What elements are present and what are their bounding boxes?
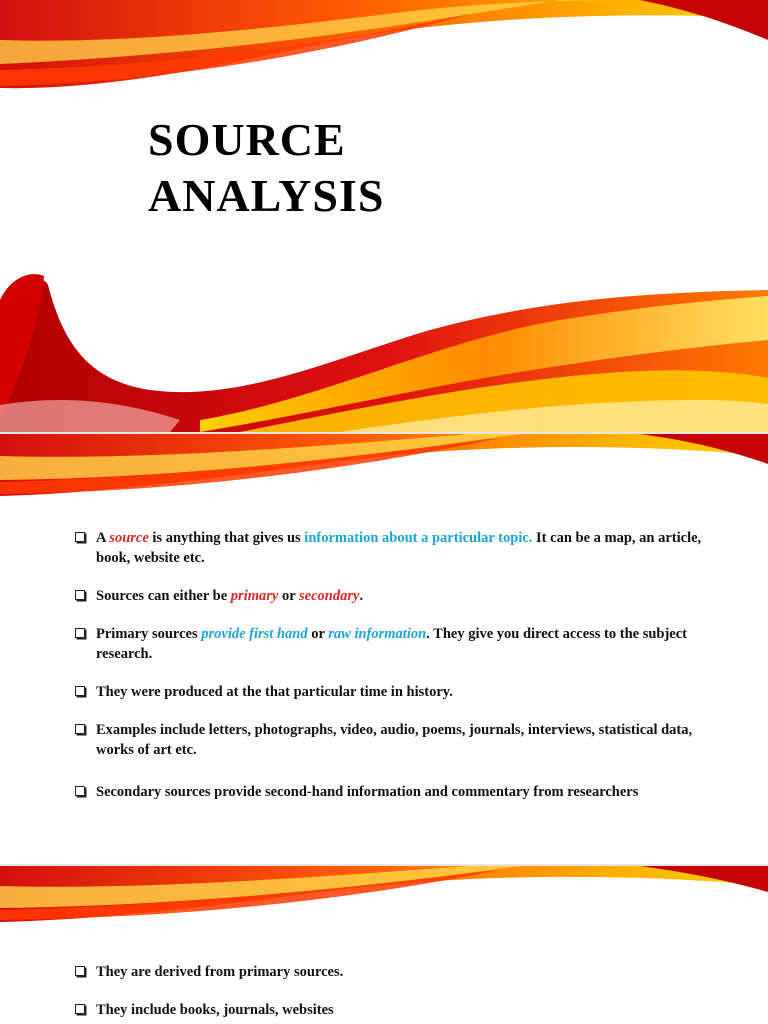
source-term: source (109, 530, 149, 546)
checkbox-bullet-icon (75, 724, 85, 734)
list-item: Secondary sources provide second-hand information and commentary from researchers (74, 782, 714, 802)
checkbox-bullet-icon (75, 532, 85, 542)
checkbox-bullet-icon (75, 628, 85, 638)
content-slide-primary (0, 434, 768, 864)
checkbox-bullet-icon (75, 590, 85, 600)
list-item: They were produced at the that particular time in history. (74, 682, 714, 702)
title-line-2: ANALYSIS (148, 170, 385, 221)
list-item: Examples include letters, photographs, video, audio, poems, journals, interviews, statistical data, works of art etc. (74, 720, 714, 760)
list-item: A source is anything that gives us information about a particular topic. It can be a map, an article, book, website etc. (74, 528, 714, 568)
top-swoosh-decoration (0, 434, 768, 514)
first-hand-term: provide first hand (201, 626, 308, 642)
bullet-list (74, 962, 714, 1020)
top-swoosh-decoration (0, 866, 768, 936)
secondary-term: secondary (299, 588, 360, 604)
list-item: They are derived from primary sources. (74, 962, 714, 982)
primary-term: primary (230, 588, 279, 604)
list-item: Sources can either be primary or secondary. (74, 586, 714, 606)
raw-info-term: raw information (328, 626, 427, 642)
title-line-1: SOURCE (148, 114, 346, 165)
bullet-list (74, 528, 714, 802)
list-item: They include books, journals, websites (74, 1000, 714, 1020)
highlight-text: information about a particular topic. (304, 530, 533, 546)
content-slide-secondary (0, 866, 768, 1024)
checkbox-bullet-icon (75, 1004, 85, 1014)
title-slide (0, 0, 768, 432)
checkbox-bullet-icon (75, 966, 85, 976)
checkbox-bullet-icon (75, 686, 85, 696)
slide-title (148, 112, 384, 224)
checkbox-bullet-icon (75, 786, 85, 796)
list-item: Primary sources provide first hand or raw information. They give you direct access to the subject research. (74, 624, 714, 664)
